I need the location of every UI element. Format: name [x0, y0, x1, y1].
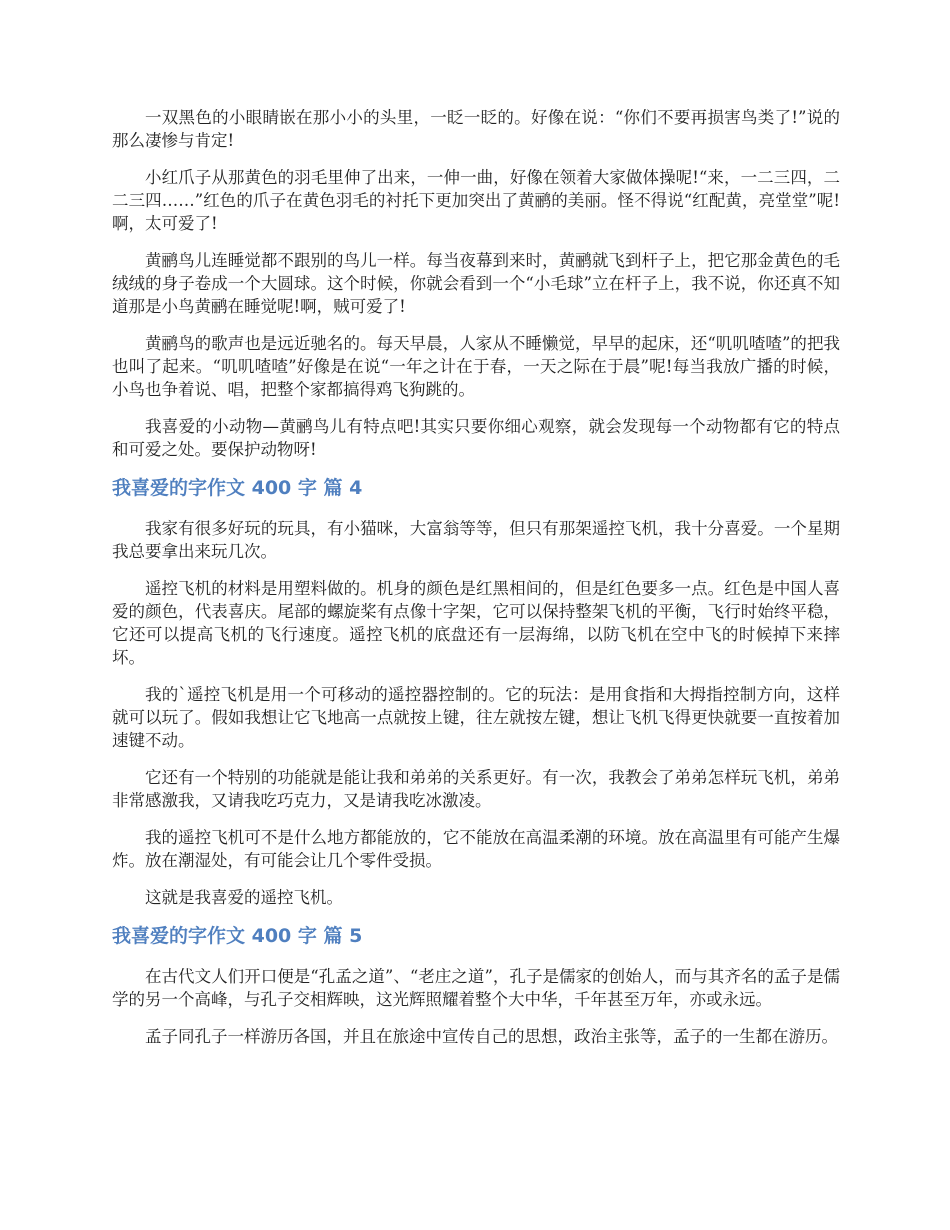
- paragraph: 遥控飞机的材料是用塑料做的。机身的颜色是红黑相间的，但是红色要多一点。红色是中国人喜爱的颜色，代表喜庆。尾部的螺旋桨有点像十字架，它可以保持整架飞机的平衡，飞行时始终平稳，它还可以提高飞机的飞行速度。遥控飞机的底盘还有一层海绵，以防飞机在空中飞的时候掉下来摔坏。: [112, 579, 840, 667]
- section-heading: 我喜爱的字作文 400 字 篇 5: [112, 925, 363, 947]
- paragraph: 黄鹂鸟儿连睡觉都不跟别的鸟儿一样。每当夜幕到来时，黄鹂就飞到杆子上，把它那金黄色的毛绒绒的身子卷成一个大圆球。这个时候，你就会看到一个“小毛球”立在杆子上，我不说，你还真不知道那是小鸟黄鹂在睡觉呢!啊，贼可爱了!: [112, 251, 840, 316]
- section-3-continuation: [112, 106, 840, 461]
- paragraph: 它还有一个特别的功能就是能让我和弟弟的关系更好。有一次，我教会了弟弟怎样玩飞机，弟弟非常感激我，又请我吃巧克力，又是请我吃冰激凌。: [112, 768, 840, 810]
- paragraph: 在古代文人们开口便是“孔孟之道”、“老庄之道”，孔子是儒家的创始人，而与其齐名的孟子是儒学的另一个高峰，与孔子交相辉映，这光辉照耀着整个大中华，千年甚至万年，亦或永远。: [112, 967, 840, 1009]
- section-heading: 我喜爱的字作文 400 字 篇 4: [112, 477, 363, 499]
- section-5: [112, 923, 840, 1048]
- paragraph: 小红爪子从那黄色的羽毛里伸了出来，一伸一曲，好像在领着大家做体操呢!“来，一二三四，二二三四……”红色的爪子在黄色羽毛的衬托下更加突出了黄鹂的美丽。怪不得说“红配黄，亮堂堂”呢!啊，太可爱了!: [112, 168, 840, 233]
- section-4: [112, 475, 840, 909]
- paragraph: 我的`遥控飞机是用一个可移动的遥控器控制的。它的玩法：是用食指和大拇指控制方向，这样就可以玩了。假如我想让它飞地高一点就按上键，往左就按左键，想让飞机飞得更快就要一直按着加速键不动。: [112, 685, 840, 750]
- paragraph: 我家有很多好玩的玩具，有小猫咪，大富翁等等，但只有那架遥控飞机，我十分喜爱。一个星期我总要拿出来玩几次。: [112, 519, 840, 561]
- paragraph: 黄鹂鸟的歌声也是远近驰名的。每天早晨，人家从不睡懒觉，早早的起床，还“叽叽喳喳”的把我也叫了起来。“叽叽喳喳”好像是在说“一年之计在于春，一天之际在于晨”呢!每当我放广播的时候，小鸟也争着说、唱，把整个家都搞得鸡飞狗跳的。: [112, 334, 840, 399]
- paragraph: 我的遥控飞机可不是什么地方都能放的，它不能放在高温柔潮的环境。放在高温里有可能产生爆炸。放在潮湿处，有可能会让几个零件受损。: [112, 828, 840, 870]
- paragraph: 我喜爱的小动物—黄鹂鸟儿有特点吧!其实只要你细心观察，就会发现每一个动物都有它的特点和可爱之处。要保护动物呀!: [112, 417, 840, 459]
- paragraph: 这就是我喜爱的遥控飞机。: [145, 888, 343, 907]
- document-page: [112, 106, 840, 1062]
- paragraph: 孟子同孔子一样游历各国，并且在旅途中宣传自己的思想，政治主张等，孟子的一生都在游历。: [145, 1027, 838, 1046]
- paragraph: 一双黑色的小眼睛嵌在那小小的头里，一眨一眨的。好像在说：“你们不要再损害鸟类了!”说的那么凄惨与肯定!: [112, 108, 840, 150]
